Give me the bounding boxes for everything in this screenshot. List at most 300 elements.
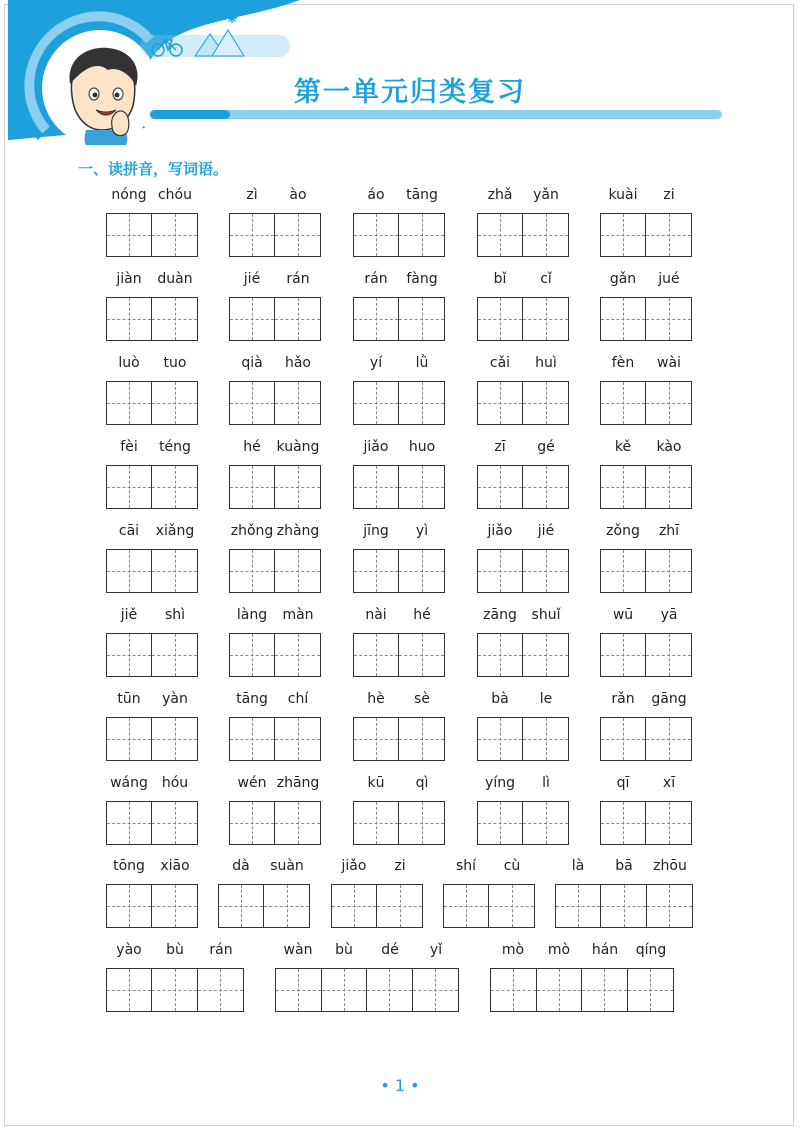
writing-cell[interactable] [275,382,320,424]
pinyin-syllable: ào [289,187,307,203]
word-item [555,857,693,929]
word-item [106,354,198,426]
writing-cell[interactable] [646,298,691,340]
writing-cell[interactable] [230,214,275,256]
pinyin-syllable: mò [547,942,571,958]
writing-cell[interactable] [646,466,691,508]
pinyin-row [229,438,321,458]
pinyin-syllable: bā [615,858,633,874]
pinyin-syllable: yì [415,523,429,539]
writing-cell[interactable] [107,969,152,1011]
pinyin-row [229,270,321,290]
writing-cell[interactable] [523,802,568,844]
writing-grid [600,465,692,509]
writing-grid [106,801,198,845]
writing-cell[interactable] [275,550,320,592]
writing-cell[interactable] [219,885,264,927]
writing-cell[interactable] [601,718,646,760]
word-item [229,186,321,258]
pinyin-row [229,774,321,794]
pinyin-syllable: duàn [157,271,193,287]
writing-grid [477,213,569,257]
word-item [353,606,445,678]
word-item [229,354,321,426]
pinyin-syllable: làng [236,607,268,623]
writing-cell[interactable] [230,802,275,844]
pinyin-syllable: dà [232,858,250,874]
pinyin-syllable: lǜ [415,355,429,371]
writing-grid [600,297,692,341]
pinyin-row [229,606,321,626]
writing-cell[interactable] [354,718,399,760]
writing-grid [477,717,569,761]
writing-cell[interactable] [601,466,646,508]
writing-cell[interactable] [107,298,152,340]
writing-cell[interactable] [354,382,399,424]
writing-cell[interactable] [230,382,275,424]
pinyin-syllable: tūn [117,691,141,707]
writing-grid [555,884,693,928]
writing-grid [229,381,321,425]
writing-cell[interactable] [152,214,197,256]
page-title: 第一单元归类复习 [294,77,526,108]
pinyin-syllable: qià [241,355,263,371]
writing-cell[interactable] [354,634,399,676]
pinyin-row [477,354,569,374]
pinyin-row [353,606,445,626]
pinyin-row [477,270,569,290]
writing-cell[interactable] [399,298,444,340]
writing-grid [353,297,445,341]
writing-cell[interactable] [354,466,399,508]
pinyin-syllable: áo [367,187,385,203]
writing-cell[interactable] [601,885,646,927]
writing-grid [229,465,321,509]
word-item [106,941,244,1013]
writing-cell[interactable] [523,298,568,340]
writing-cell[interactable] [399,718,444,760]
writing-grid [477,297,569,341]
pinyin-syllable: kuàng [276,439,320,455]
pinyin-syllable: màn [282,607,314,623]
writing-cell[interactable] [399,382,444,424]
writing-grid [106,633,198,677]
writing-cell[interactable] [646,802,691,844]
writing-grid [229,717,321,761]
writing-cell[interactable] [275,298,320,340]
pinyin-syllable: rán [209,942,233,958]
writing-cell[interactable] [478,466,523,508]
writing-cell[interactable] [107,802,152,844]
writing-cell[interactable] [377,885,422,927]
pinyin-row [106,186,198,206]
pinyin-syllable: yào [116,942,142,958]
writing-cell[interactable] [601,298,646,340]
pinyin-syllable: xiāo [160,858,190,874]
writing-cell[interactable] [107,466,152,508]
pinyin-syllable: dé [381,942,399,958]
writing-cell[interactable] [275,466,320,508]
pinyin-row [106,354,198,374]
writing-cell[interactable] [230,466,275,508]
pinyin-syllable: jīng [363,523,389,539]
pinyin-syllable: chí [287,691,309,707]
word-item [331,857,423,929]
word-item [600,690,692,762]
pinyin-syllable: luò [118,355,140,371]
pinyin-syllable: suàn [270,858,304,874]
writing-cell[interactable] [152,885,197,927]
pinyin-syllable: lì [542,775,550,791]
writing-grid [106,381,198,425]
word-item [106,522,198,594]
writing-cell[interactable] [322,969,368,1011]
word-item [353,354,445,426]
writing-cell[interactable] [152,718,197,760]
pinyin-syllable: gé [537,439,555,455]
word-item [229,438,321,510]
pinyin-syllable: shuǐ [531,607,561,623]
writing-cell[interactable] [399,550,444,592]
writing-cell[interactable] [478,214,523,256]
pinyin-syllable: yàn [162,691,188,707]
writing-cell[interactable] [367,969,413,1011]
writing-grid [106,717,198,761]
writing-grid [477,801,569,845]
writing-cell[interactable] [523,718,568,760]
word-item [477,438,569,510]
pinyin-syllable: kuài [608,187,638,203]
writing-cell[interactable] [646,634,691,676]
pinyin-row [353,690,445,710]
pinyin-row [353,774,445,794]
word-item [477,690,569,762]
pinyin-syllable: zhàng [276,523,320,539]
writing-grid [106,213,198,257]
pinyin-row [477,774,569,794]
pinyin-syllable: qī [616,775,630,791]
word-item [106,270,198,342]
pinyin-syllable: bà [491,691,509,707]
section-heading: 一、读拼音，写词语。 [78,160,229,178]
writing-grid [353,381,445,425]
writing-cell[interactable] [478,298,523,340]
writing-grid [106,465,198,509]
pinyin-syllable: xī [662,775,676,791]
writing-cell[interactable] [537,969,583,1011]
word-item [477,186,569,258]
writing-cell[interactable] [399,214,444,256]
pinyin-syllable: bù [166,942,184,958]
writing-cell[interactable] [354,298,399,340]
writing-cell[interactable] [601,802,646,844]
pinyin-row [600,438,692,458]
word-item [229,774,321,846]
writing-grid [353,465,445,509]
writing-cell[interactable] [354,214,399,256]
writing-cell[interactable] [478,634,523,676]
pinyin-row [275,941,459,961]
writing-cell[interactable] [107,718,152,760]
pinyin-syllable: yǐ [429,942,443,958]
writing-cell[interactable] [523,634,568,676]
pinyin-syllable: hǎo [284,355,312,371]
writing-cell[interactable] [275,214,320,256]
writing-cell[interactable] [230,298,275,340]
word-item [477,522,569,594]
writing-cell[interactable] [413,969,458,1011]
pinyin-syllable: zhāng [276,775,320,791]
pinyin-syllable: wáng [110,775,148,791]
pinyin-syllable: là [571,858,585,874]
writing-cell[interactable] [399,466,444,508]
pinyin-row [600,774,692,794]
writing-cell[interactable] [523,214,568,256]
pinyin-syllable: jué [658,271,680,287]
writing-cell[interactable] [354,802,399,844]
pinyin-row [106,270,198,290]
word-item [600,270,692,342]
pinyin-syllable: jié [243,271,261,287]
pinyin-row [477,522,569,542]
pinyin-syllable: wū [612,607,634,623]
pinyin-syllable: zhǒng [230,523,274,539]
pinyin-syllable: hé [243,439,261,455]
pinyin-row [106,690,198,710]
writing-cell[interactable] [523,466,568,508]
writing-cell[interactable] [523,382,568,424]
writing-cell[interactable] [152,466,197,508]
writing-cell[interactable] [275,802,320,844]
writing-cell[interactable] [478,802,523,844]
pinyin-syllable: rán [286,271,310,287]
pinyin-syllable: jiǎo [341,858,367,874]
writing-cell[interactable] [478,550,523,592]
pinyin-row [353,354,445,374]
writing-grid [600,381,692,425]
pinyin-syllable: gāng [651,691,687,707]
pinyin-syllable: rán [364,271,388,287]
word-item [477,606,569,678]
writing-cell[interactable] [444,885,489,927]
pinyin-syllable: cǐ [540,271,552,287]
writing-cell[interactable] [332,885,377,927]
pinyin-syllable: téng [159,439,191,455]
word-item [229,606,321,678]
writing-cell[interactable] [275,634,320,676]
pinyin-syllable: zǒng [606,523,640,539]
writing-cell[interactable] [152,298,197,340]
writing-grid [477,549,569,593]
writing-grid [353,549,445,593]
writing-cell[interactable] [107,550,152,592]
pinyin-row [353,270,445,290]
word-item [600,354,692,426]
pinyin-row [106,438,198,458]
writing-grid [353,801,445,845]
writing-cell[interactable] [107,382,152,424]
pinyin-syllable: jiǎo [487,523,513,539]
pinyin-row [229,690,321,710]
writing-cell[interactable] [628,969,673,1011]
pinyin-syllable: rǎn [611,691,635,707]
pinyin-syllable: shì [164,607,186,623]
writing-cell[interactable] [152,382,197,424]
pinyin-syllable: zhī [658,523,680,539]
writing-cell[interactable] [646,718,691,760]
writing-cell[interactable] [264,885,309,927]
writing-cell[interactable] [276,969,322,1011]
pinyin-syllable: fèi [120,439,138,455]
writing-grid [106,297,198,341]
pinyin-syllable: kě [614,439,632,455]
writing-cell[interactable] [556,885,601,927]
pinyin-row [229,186,321,206]
word-item [106,690,198,762]
writing-cell[interactable] [399,802,444,844]
writing-grid [229,549,321,593]
pinyin-syllable: zhōu [653,858,687,874]
pinyin-syllable: wén [237,775,267,791]
pinyin-row [331,857,423,877]
writing-cell[interactable] [107,885,152,927]
writing-cell[interactable] [491,969,537,1011]
pinyin-syllable: wài [657,355,681,371]
writing-cell[interactable] [230,550,275,592]
writing-grid [600,633,692,677]
writing-cell[interactable] [646,214,691,256]
writing-cell[interactable] [152,550,197,592]
word-item [353,522,445,594]
writing-cell[interactable] [230,718,275,760]
writing-cell[interactable] [523,550,568,592]
pinyin-syllable: yíng [485,775,515,791]
writing-grid [331,884,423,928]
pinyin-syllable: shí [455,858,477,874]
pinyin-syllable: kào [656,439,682,455]
word-item [353,690,445,762]
word-item [477,774,569,846]
pinyin-syllable: zī [494,439,506,455]
pinyin-row [490,941,674,961]
pinyin-syllable: tāng [236,691,268,707]
pinyin-syllable: sè [414,691,430,707]
writing-cell[interactable] [478,718,523,760]
pinyin-syllable: zì [246,187,258,203]
word-item [353,186,445,258]
pinyin-row [600,522,692,542]
writing-grid [600,801,692,845]
pinyin-row [600,606,692,626]
pinyin-row [353,522,445,542]
writing-grid [229,213,321,257]
pinyin-syllable: hóu [161,775,189,791]
word-item [106,186,198,258]
pinyin-syllable: cù [503,858,521,874]
pinyin-syllable: nài [365,607,387,623]
pinyin-row [443,857,535,877]
pinyin-row [477,438,569,458]
pinyin-syllable: yí [369,355,383,371]
writing-cell[interactable] [230,634,275,676]
writing-cell[interactable] [107,214,152,256]
pinyin-syllable: cāi [118,523,140,539]
writing-cell[interactable] [152,634,197,676]
writing-cell[interactable] [152,802,197,844]
word-item [218,857,310,929]
pinyin-syllable: tāng [406,187,438,203]
word-item [600,438,692,510]
page-number: • 1 • [380,1076,420,1095]
writing-grid [477,465,569,509]
writing-cell[interactable] [646,382,691,424]
writing-cell[interactable] [489,885,534,927]
pinyin-row [106,606,198,626]
pinyin-row [218,857,310,877]
pinyin-syllable: huo [408,439,436,455]
pinyin-syllable: mò [501,942,525,958]
writing-grid [229,801,321,845]
writing-cell[interactable] [152,969,197,1011]
writing-grid [443,884,535,928]
writing-cell[interactable] [107,634,152,676]
writing-cell[interactable] [647,885,692,927]
writing-cell[interactable] [601,382,646,424]
pinyin-syllable: le [539,691,553,707]
pinyin-syllable: qì [415,775,429,791]
word-item [353,438,445,510]
word-item [106,606,198,678]
pinyin-syllable: zi [663,187,675,203]
writing-grid [275,968,459,1012]
pinyin-syllable: hán [591,942,619,958]
writing-cell[interactable] [354,550,399,592]
pinyin-syllable: gǎn [609,271,637,287]
pinyin-syllable: wàn [283,942,313,958]
pinyin-row [106,522,198,542]
pinyin-row [600,354,692,374]
pinyin-syllable: kū [367,775,385,791]
writing-cell[interactable] [601,634,646,676]
pinyin-row [106,774,198,794]
word-item [600,606,692,678]
word-item [353,774,445,846]
word-item [477,354,569,426]
writing-cell[interactable] [601,214,646,256]
writing-cell[interactable] [275,718,320,760]
writing-grid [477,381,569,425]
pinyin-syllable: yā [660,607,678,623]
writing-grid [353,717,445,761]
writing-cell[interactable] [478,382,523,424]
word-item [275,941,459,1013]
pinyin-syllable: zāng [483,607,517,623]
writing-cell[interactable] [646,550,691,592]
word-item [490,941,674,1013]
pinyin-row [106,941,244,961]
writing-cell[interactable] [601,550,646,592]
pinyin-row [477,690,569,710]
pinyin-syllable: fàng [406,271,438,287]
writing-cell[interactable] [198,969,243,1011]
writing-grid [600,717,692,761]
writing-grid [106,549,198,593]
pinyin-syllable: bǐ [493,271,507,287]
writing-cell[interactable] [399,634,444,676]
writing-grid [106,968,244,1012]
pinyin-row [477,606,569,626]
writing-cell[interactable] [582,969,628,1011]
